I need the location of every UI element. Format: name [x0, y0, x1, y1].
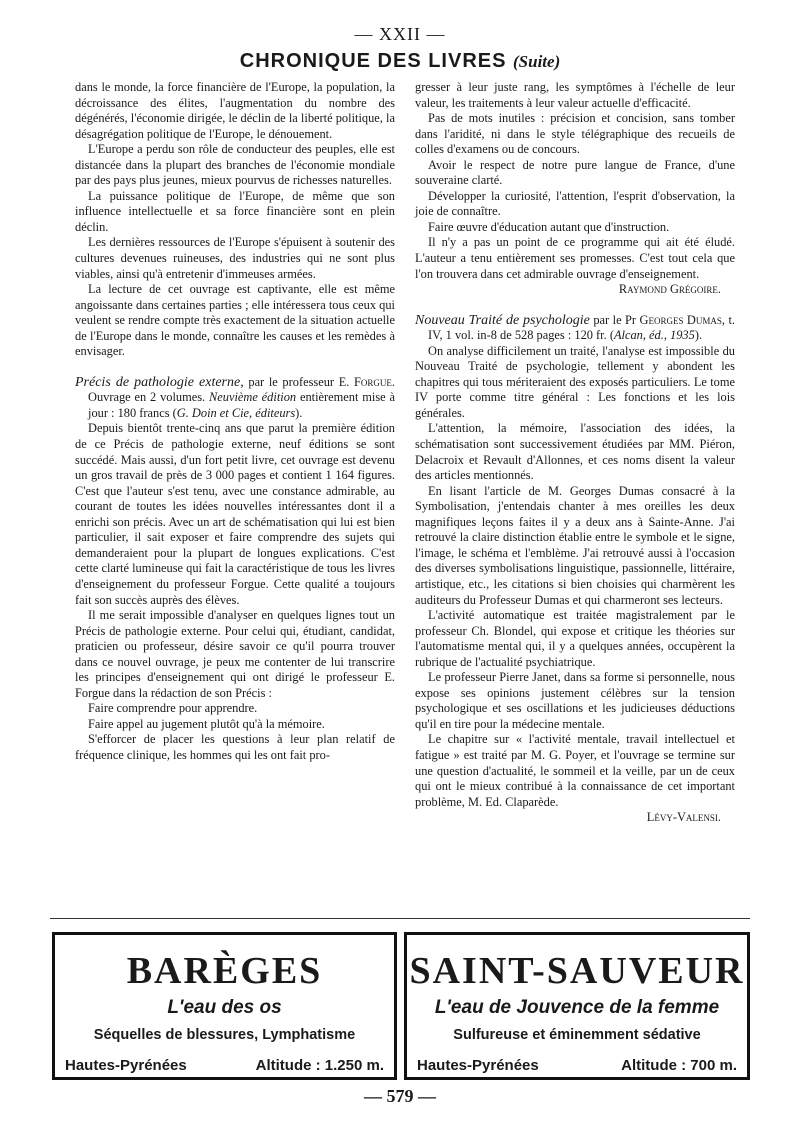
paragraph: La lecture de cet ouvrage est captivante, elle est même angoissante dans certaines parties ; elle intéressera tous ceux qui veulent se rendre compte très exactement de la situation actuelle de l'Europe dans le monde, connaître les causes et les remèdes à envisager. — [75, 282, 395, 359]
paragraph: Faire appel au jugement plutôt qu'à la mémoire. — [88, 716, 325, 731]
book-by: par le Pr — [589, 312, 640, 327]
book-close: ). — [295, 405, 303, 420]
ad-region: Hautes-Pyrénées — [417, 1057, 539, 1074]
roman-page-number: — XXII — — [354, 24, 446, 44]
section-title: CHRONIQUE DES LIVRES — [239, 50, 507, 72]
book-by: par le professeur — [243, 374, 339, 389]
paragraph: Le chapitre sur « l'activité mentale, travail intellectuel et fatigue » est traité par M. G. Poyer, et l'ouvrage se termine sur une question d'actualité, le sommeil et la veille, par un de ceux qui ont le mieux contribué à la connaissance de cet important problème, M. Ed. Claparède. — [415, 732, 735, 809]
ad-tagline: L'eau des os — [167, 997, 282, 1018]
paragraph: Les dernières ressources de l'Europe s'épuisent à soutenir des cultures devenues ruineuses, des industries qui ne sont plus viables, ainsi qu'à entretenir d'immeuses armées. — [75, 235, 395, 281]
book-entry-forgue — [75, 375, 395, 422]
paragraph: L'attention, la mémoire, l'association des idées, la schématisation sont successivement étudiées par MM. Piéron, Delacroix et Revault d'Allonnes, et ces noms disent la valeur des articles mentionnés. — [415, 421, 735, 483]
book-publisher: G. Doin et Cie, éditeurs — [176, 405, 296, 420]
ad-footer — [55, 1057, 394, 1074]
ad-name: BARÈGES — [126, 950, 323, 992]
ad-altitude: Altitude : 1.250 m. — [255, 1057, 384, 1074]
divider — [50, 918, 750, 919]
book-publisher: Alcan, éd., 1935 — [613, 328, 695, 343]
book-title: Précis de pathologie externe, — [75, 374, 244, 390]
book-close: ). — [694, 328, 703, 343]
advertisement-saint-sauveur — [404, 932, 750, 1080]
ad-description: Séquelles de blessures, Lymphatisme — [93, 1027, 356, 1043]
paragraph: En lisant l'article de M. Georges Dumas consacré à la Symbolisation, j'entendais chanter à mes oreilles les deux magnifiques leçons faites il y a deux ans à Sainte-Anne. J'ai retrouvé la claire distinction établie entre le symbole et le signe, l'image, le schéma et l'emblème. J'ai retrouvé aussi à l'occasion des diverses symbolisations linguistique, passionnelle, littéraire, artistique, etc., les citations si bien choisies qui charmèrent les auditeurs du Professeur Dumas et qui charmeront ses lecteurs. — [415, 483, 735, 607]
paragraph: Avoir le respect de notre pure langue de France, d'une souveraine clarté. — [415, 157, 735, 188]
book-entry-dumas — [415, 313, 735, 344]
paragraph: Il n'y a pas un point de ce programme qui ait été éludé. L'auteur a tenu entièrement ses promesses. C'est tout cela que l'on trouvera dans cet admirable ouvrage d'enseignement. — [415, 235, 735, 281]
book-title: Nouveau Traité de psychologie — [415, 312, 590, 328]
paragraph: Le professeur Pierre Janet, dans sa forme si personnelle, nous expose ses opinions justement célèbres sur la tension psychologique et ses oscillations et les judicieuses déductions qu'il en tire pour la médecine mentale. — [415, 670, 735, 731]
ad-altitude: Altitude : 700 m. — [621, 1057, 737, 1074]
paragraph: Depuis bientôt trente-cinq ans que parut la première édition de ce Précis de pathologie externe, neuf éditions se sont succédé. Mais aussi, d'un fort petit livre, cet ouvrage est devenu un gros travail de près de 3 000 pages et contient 1 164 figures. C'est que l'auteur s'est tenu, avec une constance admirable, au courant de toutes les idées nouvelles intéressantes dont il a enrichi son précis. Avec un art de schématisation qui lui est bien particulier, il sait exposer et faire comprendre des sujets qui demanderaient pour la plupart de longues explications. C'est cette clarté lumineuse qui fait la caractéristique de tous les livres d'enseignement du professeur Forgue. Cette qualité a toujours fait son succès auprès des élèves. — [75, 421, 395, 607]
paragraph: L'activité automatique est traitée magistralement par le professeur Ch. Blondel, qui expose et critique les théories sur l'automatisme mental qui, il y a quelques années, occupèrent la rubrique de l'actualité psychiatrique. — [415, 608, 735, 669]
book-price: entièrement mise à jour : 180 francs ( — [88, 390, 396, 420]
book-details: , t. IV, 1 vol. in-8 de 528 pages : 120 fr. ( — [428, 312, 735, 343]
ad-footer — [407, 1057, 747, 1074]
reviewer-signature: Lévy-Valensi. — [646, 810, 721, 825]
ad-description: Sulfureuse et éminemment sédative — [453, 1027, 701, 1043]
book-edition: Neuvième édition — [209, 390, 297, 405]
paragraph: gresser à leur juste rang, les symptômes à l'échelle de leur valeur, les traitements à leur valeur actuelle d'efficacité. — [415, 80, 735, 110]
ad-name: SAINT-SAUVEUR — [409, 950, 745, 992]
paragraph: Il me serait impossible d'analyser en quelques lignes tout un Précis de pathologie externe. Pour celui qui, étudiant, candidat, praticien ou professeur, désire savoir ce qu'il pourra trouver dans ce nouvel ouvrage, je peux me contenter de lui transcrire les principes d'enseignement qui ont dirigé le professeur E. Forgue dans la rédaction de son Précis : — [75, 608, 395, 700]
reviewer-signature: Raymond Grégoire. — [618, 282, 721, 297]
book-details: . Ouvrage en 2 volumes. — [88, 374, 396, 405]
paragraph: Faire comprendre pour apprendre. — [88, 701, 258, 716]
right-column — [415, 80, 735, 826]
paragraph: L'Europe a perdu son rôle de conducteur des peuples, elle est distancée dans la plupart des branches de l'économie mondiale par des pays plus jeunes, mieux pourvus de richesses naturelles. — [75, 142, 395, 188]
paragraph: Faire œuvre d'éducation autant que d'instruction. — [428, 219, 670, 234]
page-number: — 579 — — [364, 1086, 436, 1106]
paragraph: On analyse difficilement un traité, l'analyse est impossible du Nouveau Traité de psychologie, tellement y abondent les chapitres qui tous mériteraient des exposés particuliers. Le tome IV porte comme titre général : Les fonctions et les lois générales. — [415, 343, 735, 420]
section-heading — [0, 50, 800, 73]
paragraph: Pas de mots inutiles : précision et concision, sans tomber dans l'aridité, ni dans le style télégraphique des recueils de colles d'examens ou de concours. — [415, 111, 735, 157]
ad-tagline: L'eau de Jouvence de la femme — [434, 997, 720, 1018]
book-author: Georges Dumas — [639, 312, 722, 327]
advertisement-bareges — [52, 932, 397, 1080]
paragraph: dans le monde, la force financière de l'Europe, la population, la décroissance des élites, l'augmentation du nombre des dégénérés, l'économie dirigée, le déclin de la liberté politique, la désagrégation politique de l'Europe, le dénouement. — [75, 80, 395, 141]
left-column — [75, 80, 395, 764]
paragraph: La puissance politique de l'Europe, de même que son influence intellectuelle et sa force financière sont en plein déclin. — [75, 188, 395, 234]
paragraph: Développer la curiosité, l'attention, l'esprit d'observation, la joie de connaître. — [415, 188, 735, 219]
section-suite: (Suite) — [513, 52, 561, 71]
paragraph: S'efforcer de placer les questions à leur plan relatif de fréquence clinique, les hommes qui les ont fait pro- — [75, 732, 395, 762]
ad-region: Hautes-Pyrénées — [65, 1057, 187, 1074]
book-author: E. Forgue — [338, 374, 392, 389]
